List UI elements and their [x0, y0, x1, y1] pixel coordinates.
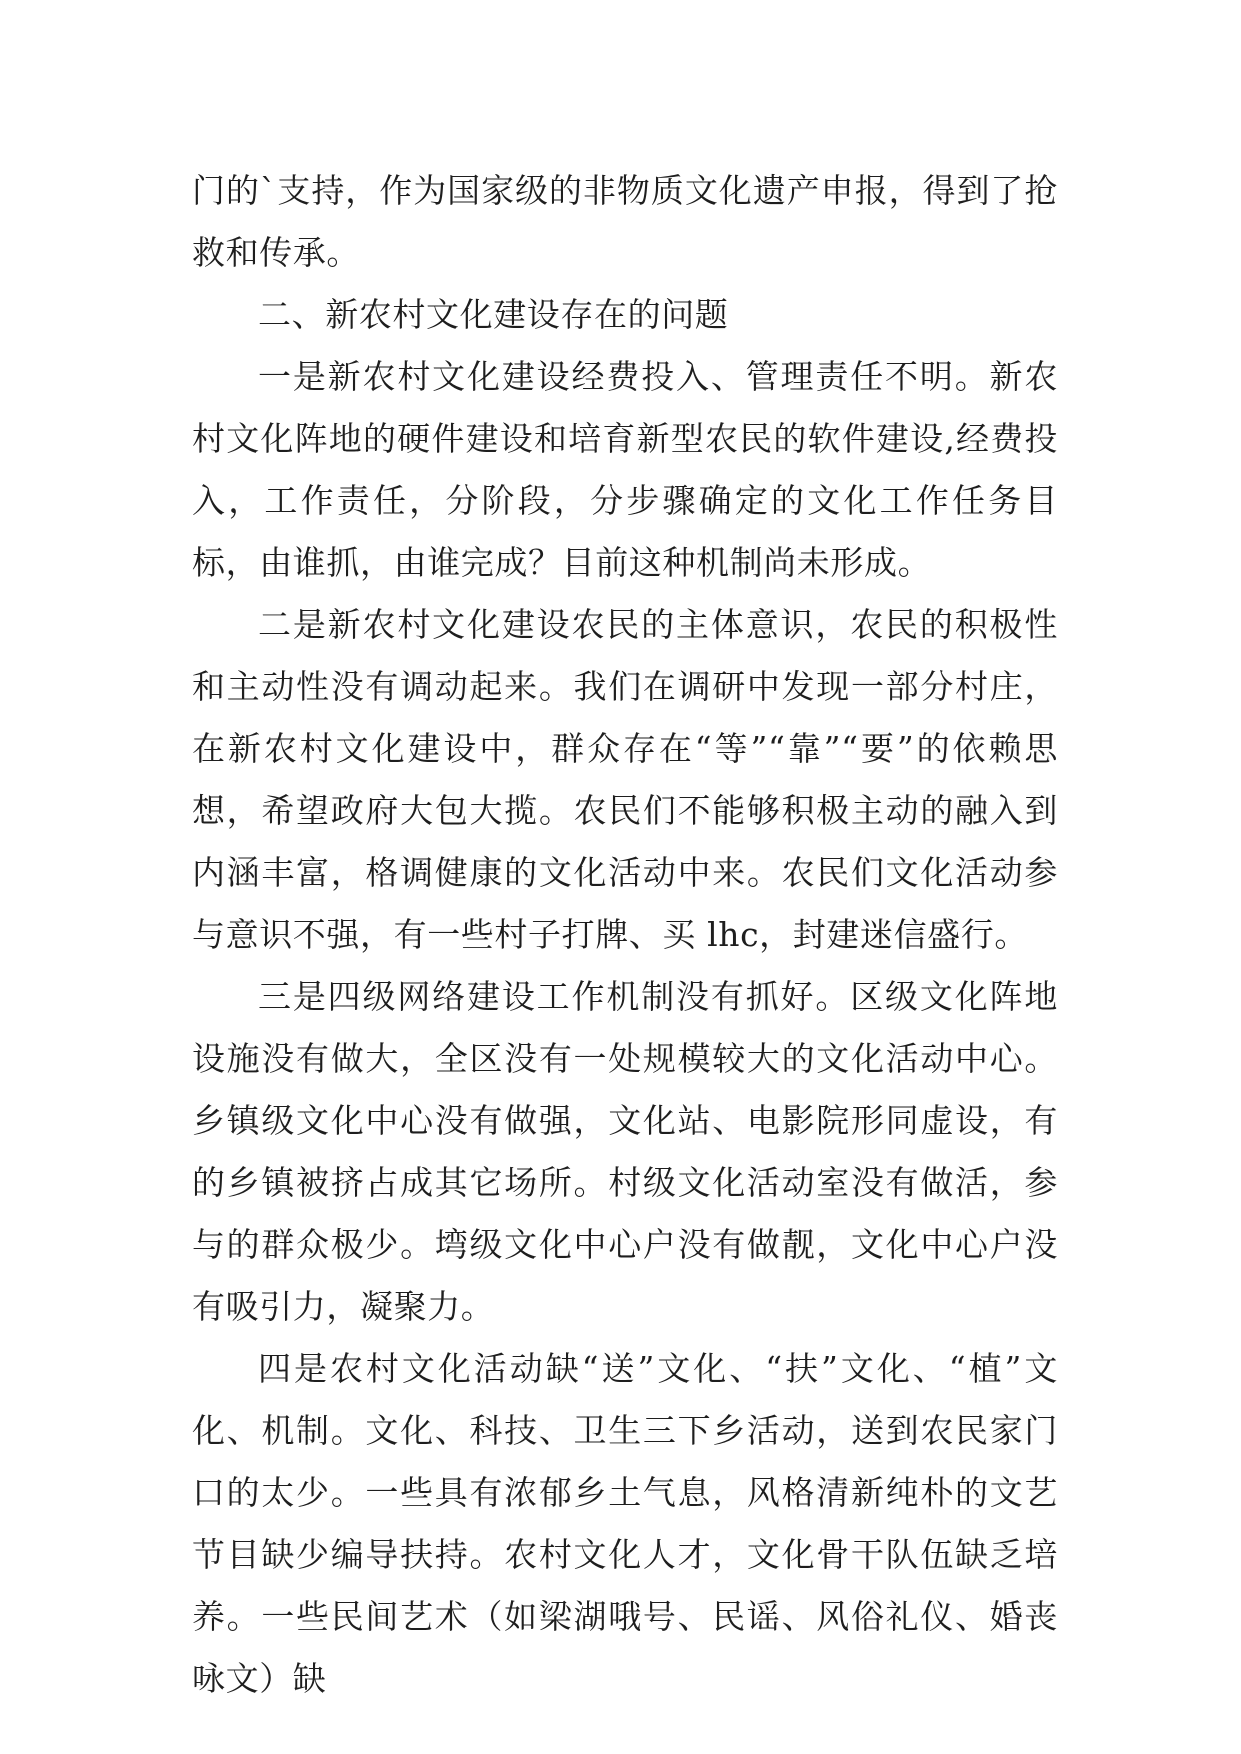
- paragraph-issue-one: 一是新农村文化建设经费投入、管理责任不明。新农村文化阵地的硬件建设和培育新型农民的软件建设,经费投入，工作责任，分阶段，分步骤确定的文化工作任务目标，由谁抓，由谁完成？目前这种机制尚未形成。: [192, 357, 1058, 582]
- document-body: [192, 160, 1058, 1710]
- paragraph-issue-four: 四是农村文化活动缺“送”文化、“扶”文化、“植”文化、机制。文化、科技、卫生三下乡活动，送到农民家门口的太少。一些具有浓郁乡土气息，风格清新纯朴的文艺节目缺少编导扶持。农村文化人才，文化骨干队伍缺乏培养。一些民间艺术（如梁湖哦号、民谣、风俗礼仪、婚丧咏文）缺: [192, 1349, 1058, 1698]
- paragraph-issue-two: 二是新农村文化建设农民的主体意识，农民的积极性和主动性没有调动起来。我们在调研中发现一部分村庄，在新农村文化建设中，群众存在“等”“靠”“要”的依赖思想，希望政府大包大揽。农民们不能够积极主动的融入到内涵丰富，格调健康的文化活动中来。农民们文化活动参与意识不强，有一些村子打牌、买 lhc，封建迷信盛行。: [192, 605, 1058, 954]
- paragraph-continuation: 门的`支持，作为国家级的非物质文化遗产申报，得到了抢救和传承。: [192, 171, 1058, 272]
- paragraph-issue-three: 三是四级网络建设工作机制没有抓好。区级文化阵地设施没有做大，全区没有一处规模较大的文化活动中心。乡镇级文化中心没有做强，文化站、电影院形同虚设，有的乡镇被挤占成其它场所。村级文化活动室没有做活，参与的群众极少。塆级文化中心户没有做靓，文化中心户没有吸引力，凝聚力。: [192, 977, 1058, 1326]
- section-heading: 二、新农村文化建设存在的问题: [258, 295, 729, 334]
